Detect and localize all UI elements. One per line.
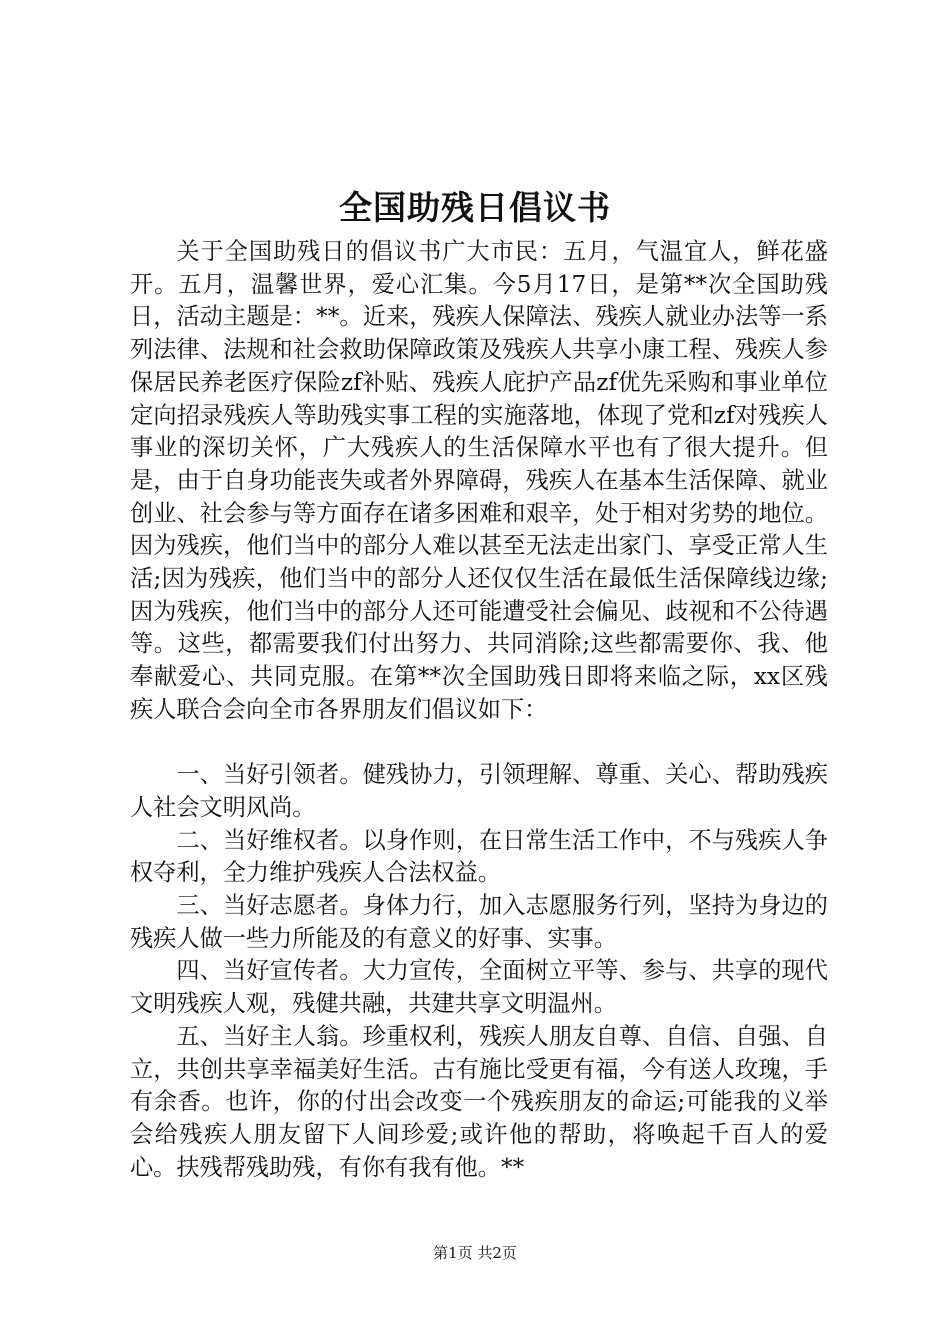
paragraph-item-4: 四、当好宣传者。大力宣传，全面树立平等、参与、共享的现代文明残疾人观，残健共融，共建共享文明温州。 [130, 957, 828, 1018]
paragraph-item-5: 五、当好主人翁。珍重权利，残疾人朋友自尊、自信、自强、自立，共创共享幸福美好生活。古有施比受更有福，今有送人玫瑰，手有余香。也许，你的付出会改变一个残疾朋友的命运;可能我的义举会给残疾人朋友留下人间珍爱;或许他的帮助，将唤起千百人的爱心。扶残帮残助残，有你有我有他。** [130, 1022, 828, 1181]
page-footer: 第1页 共2页 [433, 1244, 517, 1262]
paragraph-intro: 关于全国助残日的倡议书广大市民：五月，气温宜人，鲜花盛开。五月，温馨世界，爱心汇集。今5月17日，是第**次全国助残日，活动主题是：**。近来，残疾人保障法、残疾人就业办法等一系列法律、法规和社会救助保障政策及残疾人共享小康工程、残疾人参保居民养老医疗保险zf补贴、残疾人庇护产品zf优先采购和事业单位定向招录残疾人等助残实事工程的实施落地，体现了党和zf对残疾人事业的深切关怀，广大残疾人的生活保障水平也有了很大提升。但是，由于自身功能丧失或者外界障碍，残疾人在基本生活保障、就业创业、社会参与等方面存在诸多困难和艰辛，处于相对劣势的地位。因为残疾，他们当中的部分人难以甚至无法走出家门、享受正常人生活;因为残疾，他们当中的部分人还仅仅生活在最低生活保障线边缘;因为残疾，他们当中的部分人还可能遭受社会偏见、歧视和不公待遇等。这些，都需要我们付出努力、共同消除;这些都需要你、我、他奉献爱心、共同克服。在第**次全国助残日即将来临之际，xx区残疾人联合会向全市各界朋友们倡议如下： [130, 238, 828, 723]
paragraph-item-3: 三、当好志愿者。身体力行，加入志愿服务行列，坚持为身边的残疾人做一些力所能及的有意义的好事、实事。 [130, 892, 828, 952]
document-title: 全国助残日倡议书 [339, 188, 611, 227]
document-body [130, 236, 828, 1184]
paragraph-item-2: 二、当好维权者。以身作则，在日常生活工作中，不与残疾人争权夺利，全力维护残疾人合法权益。 [130, 826, 828, 887]
paragraph-item-1: 一、当好引领者。健残协力，引领理解、尊重、关心、帮助残疾人社会文明风尚。 [130, 761, 828, 821]
